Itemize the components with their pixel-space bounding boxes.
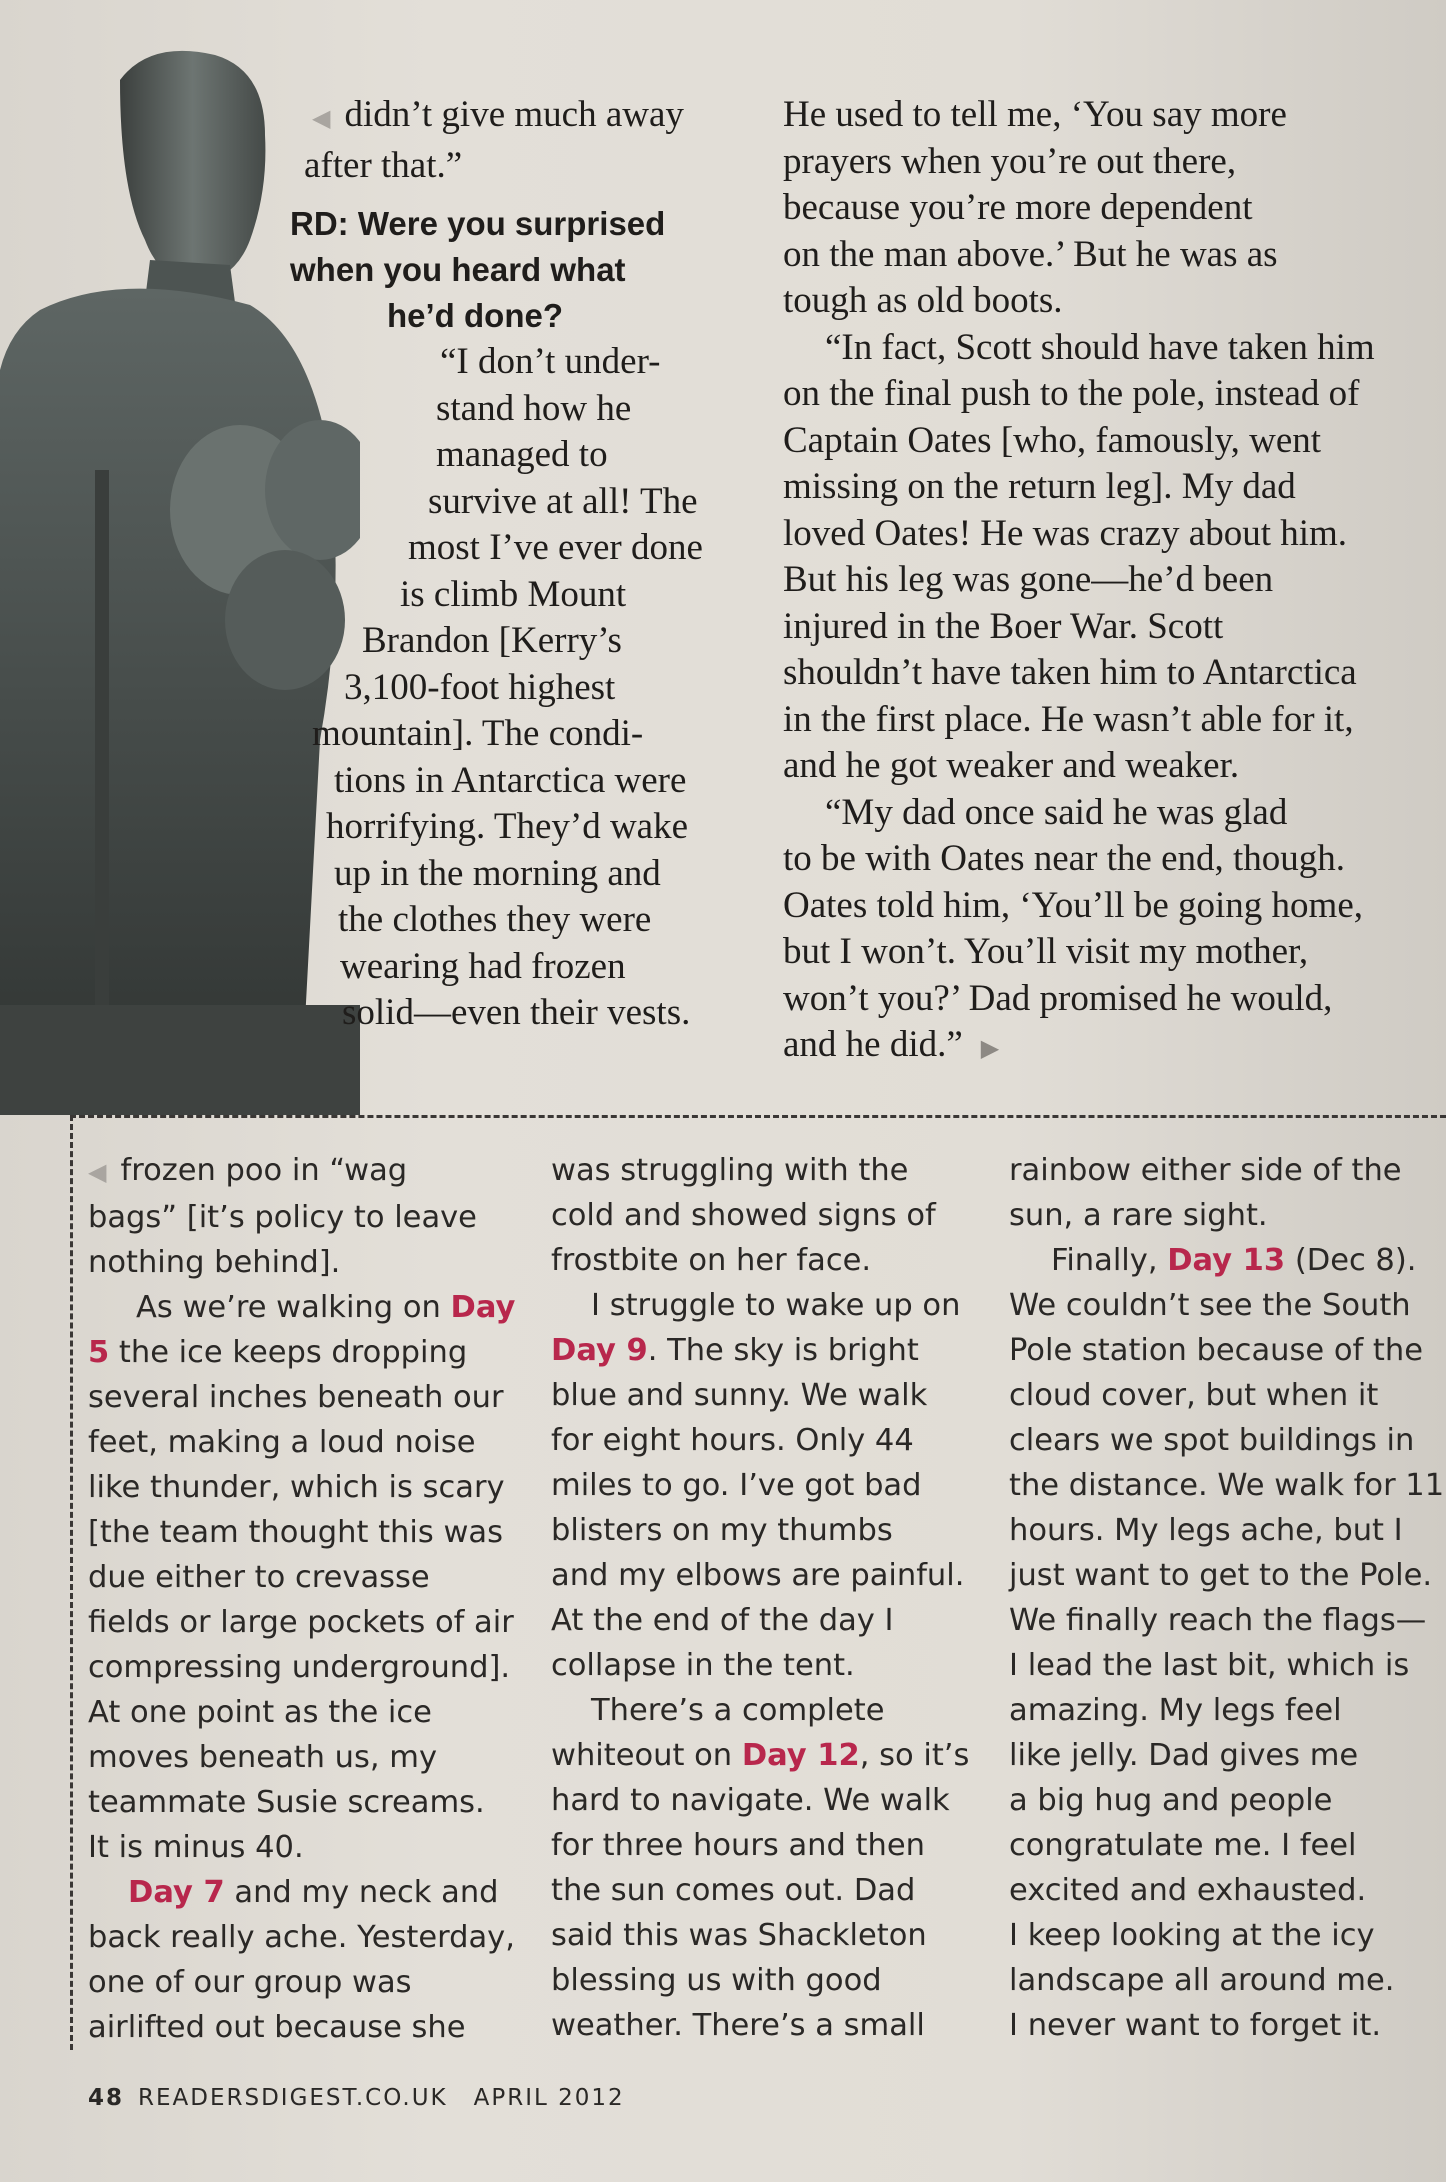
diary-line: congratulate me. I feel [1009, 1828, 1357, 1863]
dashed-divider-vertical [70, 1115, 73, 2050]
answer-line: mountain]. The condi- [312, 713, 644, 754]
diary-line: for three hours and then [551, 1828, 925, 1863]
interview-line: in the first place. He wasn’t able for it, [783, 698, 1354, 740]
diary-line: fields or large pockets of air [88, 1605, 514, 1640]
diary-line: hard to navigate. We walk [551, 1783, 950, 1818]
diary-line: At one point as the ice [88, 1695, 432, 1730]
interview-line: He used to tell me, ‘You say more [783, 94, 1287, 135]
answer-line: is climb Mount [400, 573, 627, 615]
interview-line: to be with Oates near the end, though. [783, 838, 1346, 879]
interview-line: shouldn’t have taken him to Antarctica [783, 652, 1357, 693]
dashed-divider-horizontal [70, 1115, 1446, 1118]
day-label: 5 [88, 1335, 110, 1370]
interview-line: Captain Oates [who, famously, went [783, 419, 1322, 461]
diary-line: I struggle to wake up on [591, 1288, 961, 1323]
interview-line: prayers when you’re out there, [783, 140, 1237, 182]
day-label: Day [450, 1290, 516, 1325]
diary-line: like thunder, which is scary [88, 1470, 505, 1505]
diary-line: blessing us with good [551, 1963, 882, 1998]
diary-line: the distance. We walk for 11 [1009, 1468, 1445, 1503]
diary-line: I lead the last bit, which is [1009, 1648, 1410, 1683]
diary-line: Pole station because of the [1009, 1333, 1423, 1368]
answer-line: tions in Antarctica were [334, 759, 687, 801]
diary-line: [the team thought this was [88, 1515, 503, 1550]
diary-line: back really ache. Yesterday, [88, 1920, 515, 1955]
rd-question: he’d done? [387, 297, 563, 334]
diary-line: excited and exhausted. [1009, 1873, 1367, 1908]
diary-line: frostbite on her face. [551, 1243, 872, 1278]
interview-line: But his leg was gone—he’d been [783, 559, 1274, 600]
interview-line: won’t you?’ Dad promised he would, [783, 977, 1333, 1019]
diary-line: just want to get to the Pole. [1009, 1558, 1433, 1593]
diary-line: one of our group was [88, 1965, 412, 2000]
diary-line: I keep looking at the icy [1009, 1918, 1375, 1953]
interview-left-column [290, 92, 730, 1037]
diary-line: clears we spot buildings in [1009, 1423, 1415, 1458]
triangle-right-icon: ▶ [980, 1036, 1000, 1062]
interview-right-column [783, 92, 1433, 1073]
interview-line: and he did.” ▶ [783, 1024, 1000, 1065]
interview-line: but I won’t. You’ll visit my mother, [783, 931, 1309, 972]
interview-line: and he got weaker and weaker. [783, 745, 1240, 786]
diary-line: As we’re walking on Day [136, 1290, 516, 1325]
diary-column-3 [1009, 1148, 1444, 2048]
diary-line: said this was Shackleton [551, 1918, 927, 1953]
rd-question: when you heard what [290, 251, 626, 288]
answer-line: stand how he [436, 387, 632, 429]
diary-line: There’s a complete [591, 1693, 885, 1728]
diary-column-2 [551, 1148, 969, 2048]
day-label: Day 12 [741, 1738, 860, 1773]
diary-line: was struggling with the [551, 1153, 909, 1188]
interview-line: on the man above.’ But he was as [783, 233, 1278, 275]
interview-line: Oates told him, ‘You’ll be going home, [783, 884, 1363, 926]
page-number: 48 [88, 2085, 125, 2111]
diary-line: collapse in the tent. [551, 1648, 855, 1683]
diary-line: a big hug and people [1009, 1783, 1333, 1818]
diary-line: amazing. My legs feel [1009, 1693, 1342, 1728]
answer-line: “I don’t under- [440, 341, 661, 382]
day-label: Day 7 [128, 1875, 225, 1910]
diary-line: moves beneath us, my [88, 1740, 438, 1775]
diary-line: compressing underground]. [88, 1650, 511, 1685]
diary-line: It is minus 40. [88, 1830, 304, 1865]
issue-date: APRIL 2012 [473, 2085, 625, 2111]
diary-line: We couldn’t see the South [1009, 1288, 1411, 1323]
diary-line: several inches beneath our [88, 1380, 504, 1415]
diary-line: sun, a rare sight. [1009, 1198, 1268, 1233]
interview-line: “In fact, Scott should have taken him [825, 326, 1375, 368]
answer-line: Brandon [Kerry’s [362, 620, 622, 661]
interview-line: ◀ didn’t give much away [312, 94, 684, 135]
diary-line: teammate Susie screams. [88, 1785, 485, 1820]
answer-line: wearing had frozen [340, 945, 626, 987]
answer-line: managed to [436, 434, 608, 475]
diary-line: like jelly. Dad gives me [1009, 1738, 1359, 1773]
answer-line: solid—even their vests. [342, 992, 691, 1033]
interview-line: missing on the return leg]. My dad [783, 466, 1296, 507]
answer-line: horrifying. They’d wake [326, 806, 689, 847]
answer-line: up in the morning and [334, 852, 661, 894]
diary-line: blisters on my thumbs [551, 1513, 893, 1548]
diary-line: miles to go. I’ve got bad [551, 1468, 922, 1503]
diary-line: the sun comes out. Dad [551, 1873, 916, 1908]
interview-line: after that.” [304, 144, 463, 186]
diary-line: cold and showed signs of [551, 1198, 936, 1233]
diary-line: landscape all around me. [1009, 1963, 1395, 1998]
diary-line: feet, making a loud noise [88, 1425, 476, 1460]
day-label: Day 13 [1167, 1243, 1286, 1278]
diary-line: whiteout on Day 12, so it’s [551, 1738, 970, 1773]
diary-line: At the end of the day I [551, 1603, 894, 1638]
diary-line: airlifted out because she [88, 2010, 466, 2045]
answer-line: 3,100-foot highest [344, 666, 616, 708]
diary-line: cloud cover, but when it [1009, 1378, 1379, 1413]
triangle-left-icon: ◀ [88, 1158, 107, 1186]
answer-line: most I’ve ever done [408, 527, 703, 568]
interview-line: because you’re more dependent [783, 187, 1253, 228]
diary-column-1 [88, 1148, 515, 2050]
interview-line: tough as old boots. [783, 280, 1063, 321]
diary-line: weather. There’s a small [551, 2008, 925, 2043]
diary-line: due either to crevasse [88, 1560, 430, 1595]
interview-line: “My dad once said he was glad [825, 791, 1288, 833]
diary-line: Day 7 and my neck and [128, 1875, 499, 1910]
diary-line: nothing behind]. [88, 1245, 341, 1280]
answer-line: survive at all! The [428, 480, 698, 522]
interview-line: injured in the Boer War. Scott [783, 605, 1224, 647]
day-label: Day 9 [551, 1333, 648, 1368]
diary-line: and my elbows are painful. [551, 1558, 965, 1593]
diary-line: 5 the ice keeps dropping [88, 1335, 468, 1370]
diary-line: Finally, Day 13 (Dec 8). [1051, 1243, 1417, 1278]
diary-line: hours. My legs ache, but I [1009, 1513, 1403, 1548]
diary-line: I never want to forget it. [1009, 2008, 1382, 2043]
diary-line: We finally reach the flags— [1009, 1603, 1427, 1638]
interview-line: on the final push to the pole, instead of [783, 373, 1360, 414]
triangle-left-icon: ◀ [312, 106, 331, 132]
diary-line: ◀ frozen poo in “wag [88, 1153, 408, 1188]
diary-line: bags” [it’s policy to leave [88, 1200, 477, 1235]
diary-line: for eight hours. Only 44 [551, 1423, 914, 1458]
diary-line: rainbow either side of the [1009, 1153, 1402, 1188]
diary-line: blue and sunny. We walk [551, 1378, 928, 1413]
diary-line: Day 9. The sky is bright [551, 1333, 919, 1368]
rd-question: RD: Were you surprised [290, 205, 666, 242]
page-footer [88, 2085, 625, 2111]
site-url: READERSDIGEST.CO.UK [138, 2085, 448, 2111]
answer-line: the clothes they were [338, 899, 652, 940]
interview-line: loved Oates! He was crazy about him. [783, 512, 1348, 554]
